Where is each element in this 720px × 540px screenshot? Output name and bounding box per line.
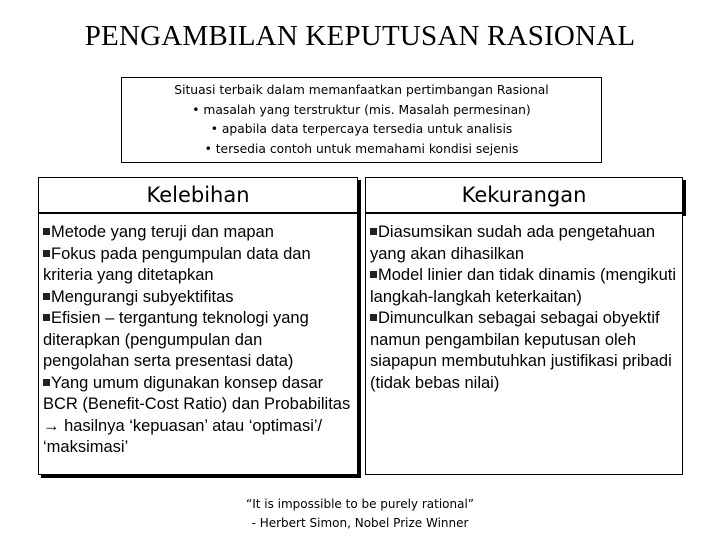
list-item [43, 373, 353, 459]
list-item [43, 244, 353, 287]
situasi-heading: Situasi terbaik dalam memanfaatkan pertimbangan Rasional [174, 83, 549, 97]
kekurangan-header: Kekurangan [365, 177, 683, 213]
slide-title: PENGAMBILAN KEPUTUSAN RASIONAL [84, 20, 636, 52]
square-bullet-icon [43, 228, 50, 235]
list-item-text: Mengurangi subyektifitas [51, 287, 234, 306]
square-bullet-icon [370, 314, 377, 321]
square-bullet-icon [43, 250, 50, 257]
square-bullet-icon [370, 271, 377, 278]
list-item-text: Metode yang teruji dan mapan [51, 223, 274, 241]
list-item [370, 308, 678, 394]
square-bullet-icon [370, 228, 377, 235]
quote-block [0, 495, 720, 533]
list-item-text: Dimunculkan sebagai sebagai obyektif namun pengambilan keputusan oleh siapapun membutuhkan justifikasi pribadi (tidak bebas nilai) [370, 309, 672, 392]
list-item-text: Yang umum digunakan konsep dasar BCR (Benefit-Cost Ratio) dan Probabilitas → hasilnya ‘kepuasan’ atau ‘optimasi’/ ‘maksimasi’ [43, 373, 351, 456]
list-item [370, 222, 678, 265]
list-item [43, 287, 353, 309]
situasi-box [121, 77, 602, 163]
square-bullet-icon [43, 293, 50, 300]
list-item [370, 265, 678, 308]
list-item [43, 308, 353, 373]
list-item-text: Efisien – tergantung teknologi yang diterapkan (pengumpulan dan pengolahan serta presentasi data) [43, 309, 309, 370]
list-item-text: Fokus pada pengumpulan data dan kriteria yang ditetapkan [43, 244, 311, 284]
list-item-text: Model linier dan tidak dinamis (mengikuti langkah-langkah keterkaitan) [370, 266, 677, 306]
kelebihan-header: Kelebihan [38, 177, 358, 213]
quote-text: “It is impossible to be purely rational” [245, 497, 475, 511]
kelebihan-list [38, 213, 358, 475]
quote-author: - Herbert Simon, Nobel Prize Winner [251, 516, 469, 530]
square-bullet-icon [43, 379, 50, 386]
list-item [43, 222, 353, 244]
situasi-point: • tersedia contoh untuk memahami kondisi sejenis [204, 141, 519, 156]
list-item-text: Diasumsikan sudah ada pengetahuan yang akan dihasilkan [370, 223, 656, 263]
situasi-point: • apabila data terpercaya tersedia untuk analisis [210, 122, 513, 136]
situasi-point: • masalah yang terstruktur (mis. Masalah permesinan) [192, 102, 531, 117]
square-bullet-icon [43, 314, 50, 321]
kekurangan-list [365, 213, 683, 475]
